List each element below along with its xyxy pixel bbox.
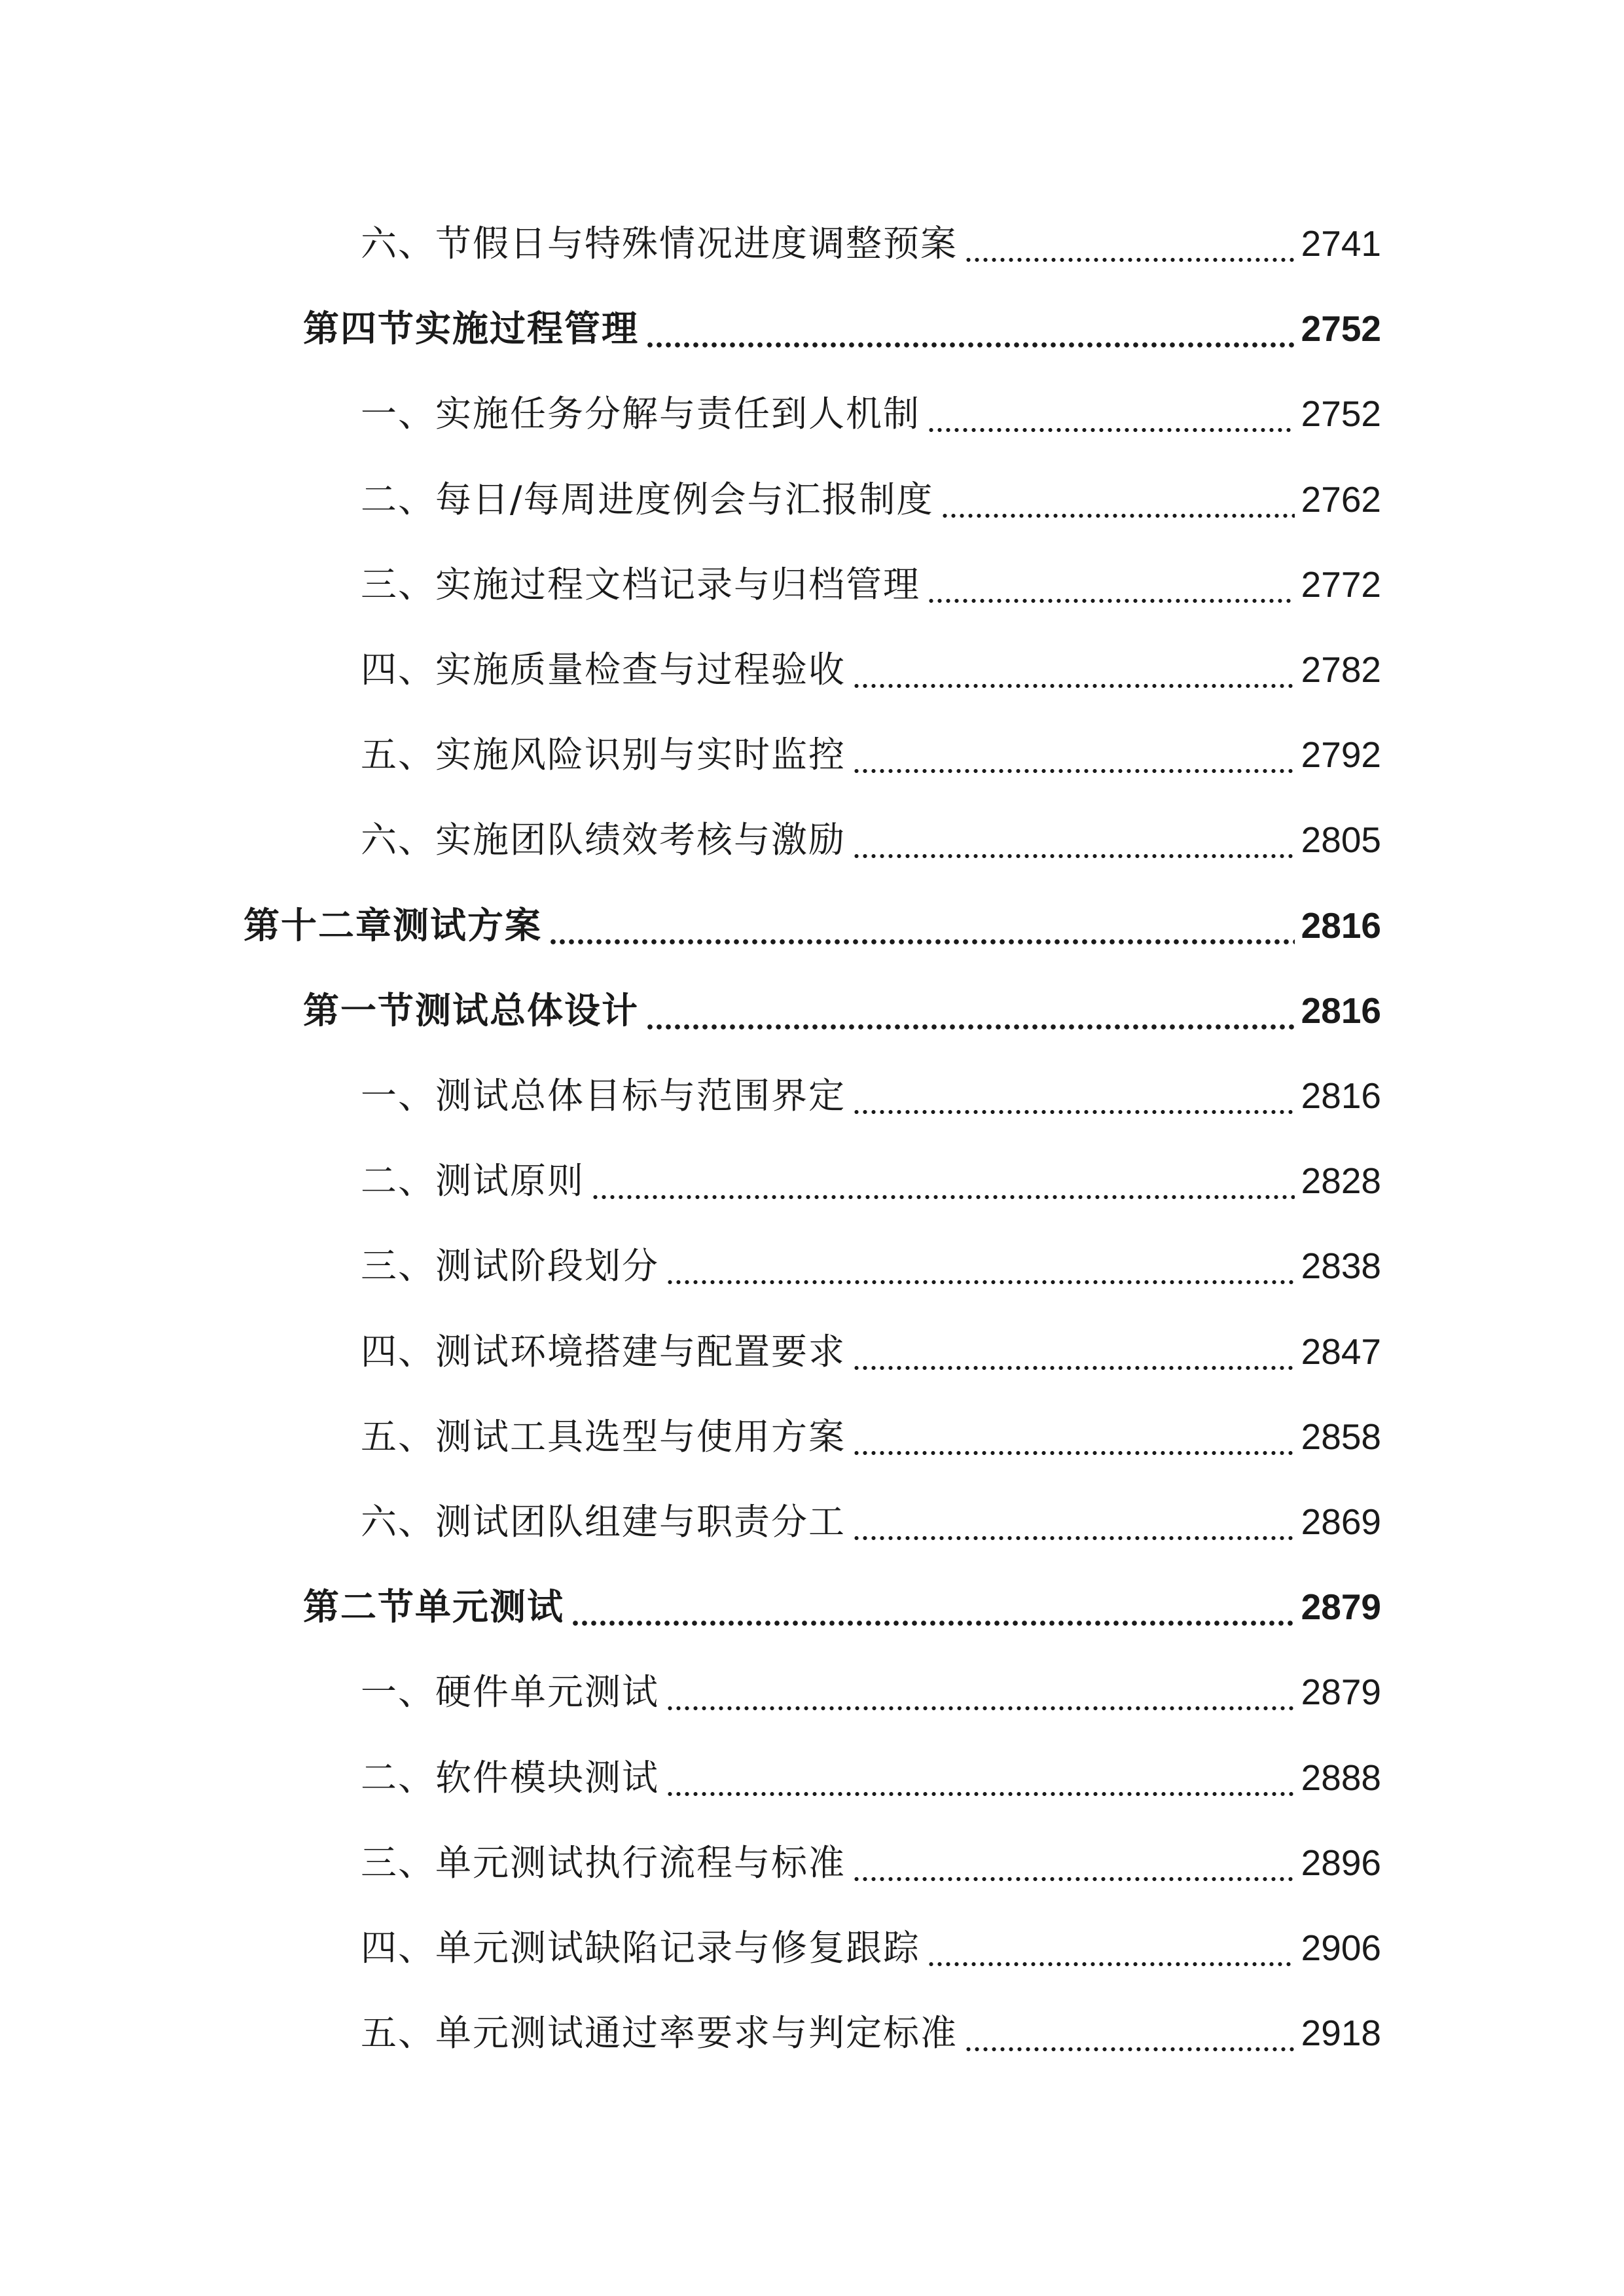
toc-entry-page: 2906 (1301, 1928, 1381, 1968)
toc-entry-title: 第一节测试总体设计 (303, 990, 640, 1031)
toc-entry[interactable] (303, 1574, 1381, 1640)
toc-entry-title: 五、实施风险识别与实时监控 (361, 734, 846, 776)
toc-entry-page: 2858 (1301, 1416, 1381, 1457)
toc-entry[interactable] (361, 1659, 1381, 1725)
toc-entry-title: 四、测试环境搭建与配置要求 (361, 1331, 846, 1372)
dot-leader (852, 722, 1295, 787)
dot-leader (927, 381, 1295, 446)
toc-entry[interactable] (244, 893, 1381, 958)
dot-leader (964, 2000, 1295, 2066)
toc-entry-page: 2869 (1301, 1501, 1381, 1542)
toc-entry[interactable] (361, 1063, 1381, 1128)
toc-entry[interactable] (361, 1830, 1381, 1895)
dot-leader (852, 1404, 1295, 1469)
toc-entry-title: 二、测试原则 (361, 1160, 585, 1202)
dot-leader (549, 893, 1295, 958)
toc-entry-title: 二、每日/每周进度例会与汇报制度 (361, 478, 934, 520)
dot-leader (852, 1830, 1295, 1895)
toc-entry-page: 2792 (1301, 734, 1381, 775)
toc-entry-title: 四、实施质量检查与过程验收 (361, 649, 846, 691)
dot-leader (852, 1489, 1295, 1554)
dot-leader (666, 1659, 1295, 1725)
toc-entry-page: 2896 (1301, 1842, 1381, 1883)
toc-entry-title: 第四节实施过程管理 (303, 308, 640, 350)
dot-leader (852, 637, 1295, 702)
dot-leader (645, 296, 1295, 361)
dot-leader (666, 1233, 1295, 1299)
dot-leader (941, 467, 1295, 532)
dot-leader (927, 1915, 1295, 1981)
toc-entry-page: 2828 (1301, 1160, 1381, 1201)
toc-entry-page: 2752 (1301, 308, 1381, 349)
toc-entry-page: 2847 (1301, 1331, 1381, 1372)
toc-entry-title: 二、软件模块测试 (361, 1757, 660, 1799)
toc-entry[interactable] (361, 1319, 1381, 1384)
toc-entry[interactable] (361, 637, 1381, 702)
toc-entry-page: 2805 (1301, 819, 1381, 860)
dot-leader (927, 552, 1295, 617)
dot-leader (852, 1063, 1295, 1128)
toc-entry-title: 第二节单元测试 (303, 1586, 565, 1628)
toc-entry-page: 2838 (1301, 1246, 1381, 1286)
dot-leader (852, 1319, 1295, 1384)
toc-entry-title: 五、单元测试通过率要求与判定标准 (361, 2012, 958, 2054)
toc-entry-title: 一、实施任务分解与责任到人机制 (361, 393, 921, 435)
toc-entry-title: 一、硬件单元测试 (361, 1671, 660, 1713)
toc-entry-title: 三、实施过程文档记录与归档管理 (361, 564, 921, 605)
toc-entry[interactable] (361, 381, 1381, 446)
toc-entry-title: 六、测试团队组建与职责分工 (361, 1501, 846, 1543)
toc-entry-page: 2782 (1301, 649, 1381, 690)
toc-entry[interactable] (361, 807, 1381, 872)
toc-entry-title: 四、单元测试缺陷记录与修复跟踪 (361, 1927, 921, 1969)
toc-entry[interactable] (361, 1745, 1381, 1810)
toc-entry[interactable] (361, 1489, 1381, 1554)
toc-entry-title: 一、测试总体目标与范围界定 (361, 1075, 846, 1117)
toc-entry[interactable] (361, 1915, 1381, 1981)
toc-entry-page: 2752 (1301, 393, 1381, 434)
toc-entry[interactable] (361, 211, 1381, 276)
toc-entry[interactable] (303, 296, 1381, 361)
toc-entry[interactable] (361, 1233, 1381, 1299)
toc-entry-page: 2879 (1301, 1587, 1381, 1627)
toc-entry[interactable] (361, 1148, 1381, 1213)
toc-entry-title: 六、实施团队绩效考核与激励 (361, 819, 846, 861)
dot-leader (591, 1148, 1295, 1213)
toc-entry-title: 三、单元测试执行流程与标准 (361, 1842, 846, 1884)
toc-entry[interactable] (361, 467, 1381, 532)
dot-leader (852, 807, 1295, 872)
toc-entry-page: 2816 (1301, 1075, 1381, 1116)
toc-entry-page: 2741 (1301, 223, 1381, 264)
toc-entry[interactable] (361, 722, 1381, 787)
toc-entry-title: 第十二章测试方案 (244, 905, 543, 946)
toc-entry[interactable] (303, 978, 1381, 1043)
toc-entry-page: 2816 (1301, 990, 1381, 1031)
toc-entry-title: 三、测试阶段划分 (361, 1245, 660, 1287)
toc-entry[interactable] (361, 2000, 1381, 2066)
toc-entry[interactable] (361, 1404, 1381, 1469)
toc-entry[interactable] (361, 552, 1381, 617)
dot-leader (964, 211, 1295, 276)
dot-leader (571, 1574, 1295, 1640)
toc-entry-page: 2879 (1301, 1672, 1381, 1712)
toc-entry-page: 2772 (1301, 564, 1381, 605)
toc-entry-page: 2816 (1301, 905, 1381, 946)
toc-entry-page: 2918 (1301, 2013, 1381, 2053)
dot-leader (666, 1745, 1295, 1810)
toc-entry-title: 六、节假日与特殊情况进度调整预案 (361, 223, 958, 264)
dot-leader (645, 978, 1295, 1043)
toc-entry-page: 2888 (1301, 1757, 1381, 1798)
toc-entry-page: 2762 (1301, 479, 1381, 520)
toc-entry-title: 五、测试工具选型与使用方案 (361, 1416, 846, 1458)
